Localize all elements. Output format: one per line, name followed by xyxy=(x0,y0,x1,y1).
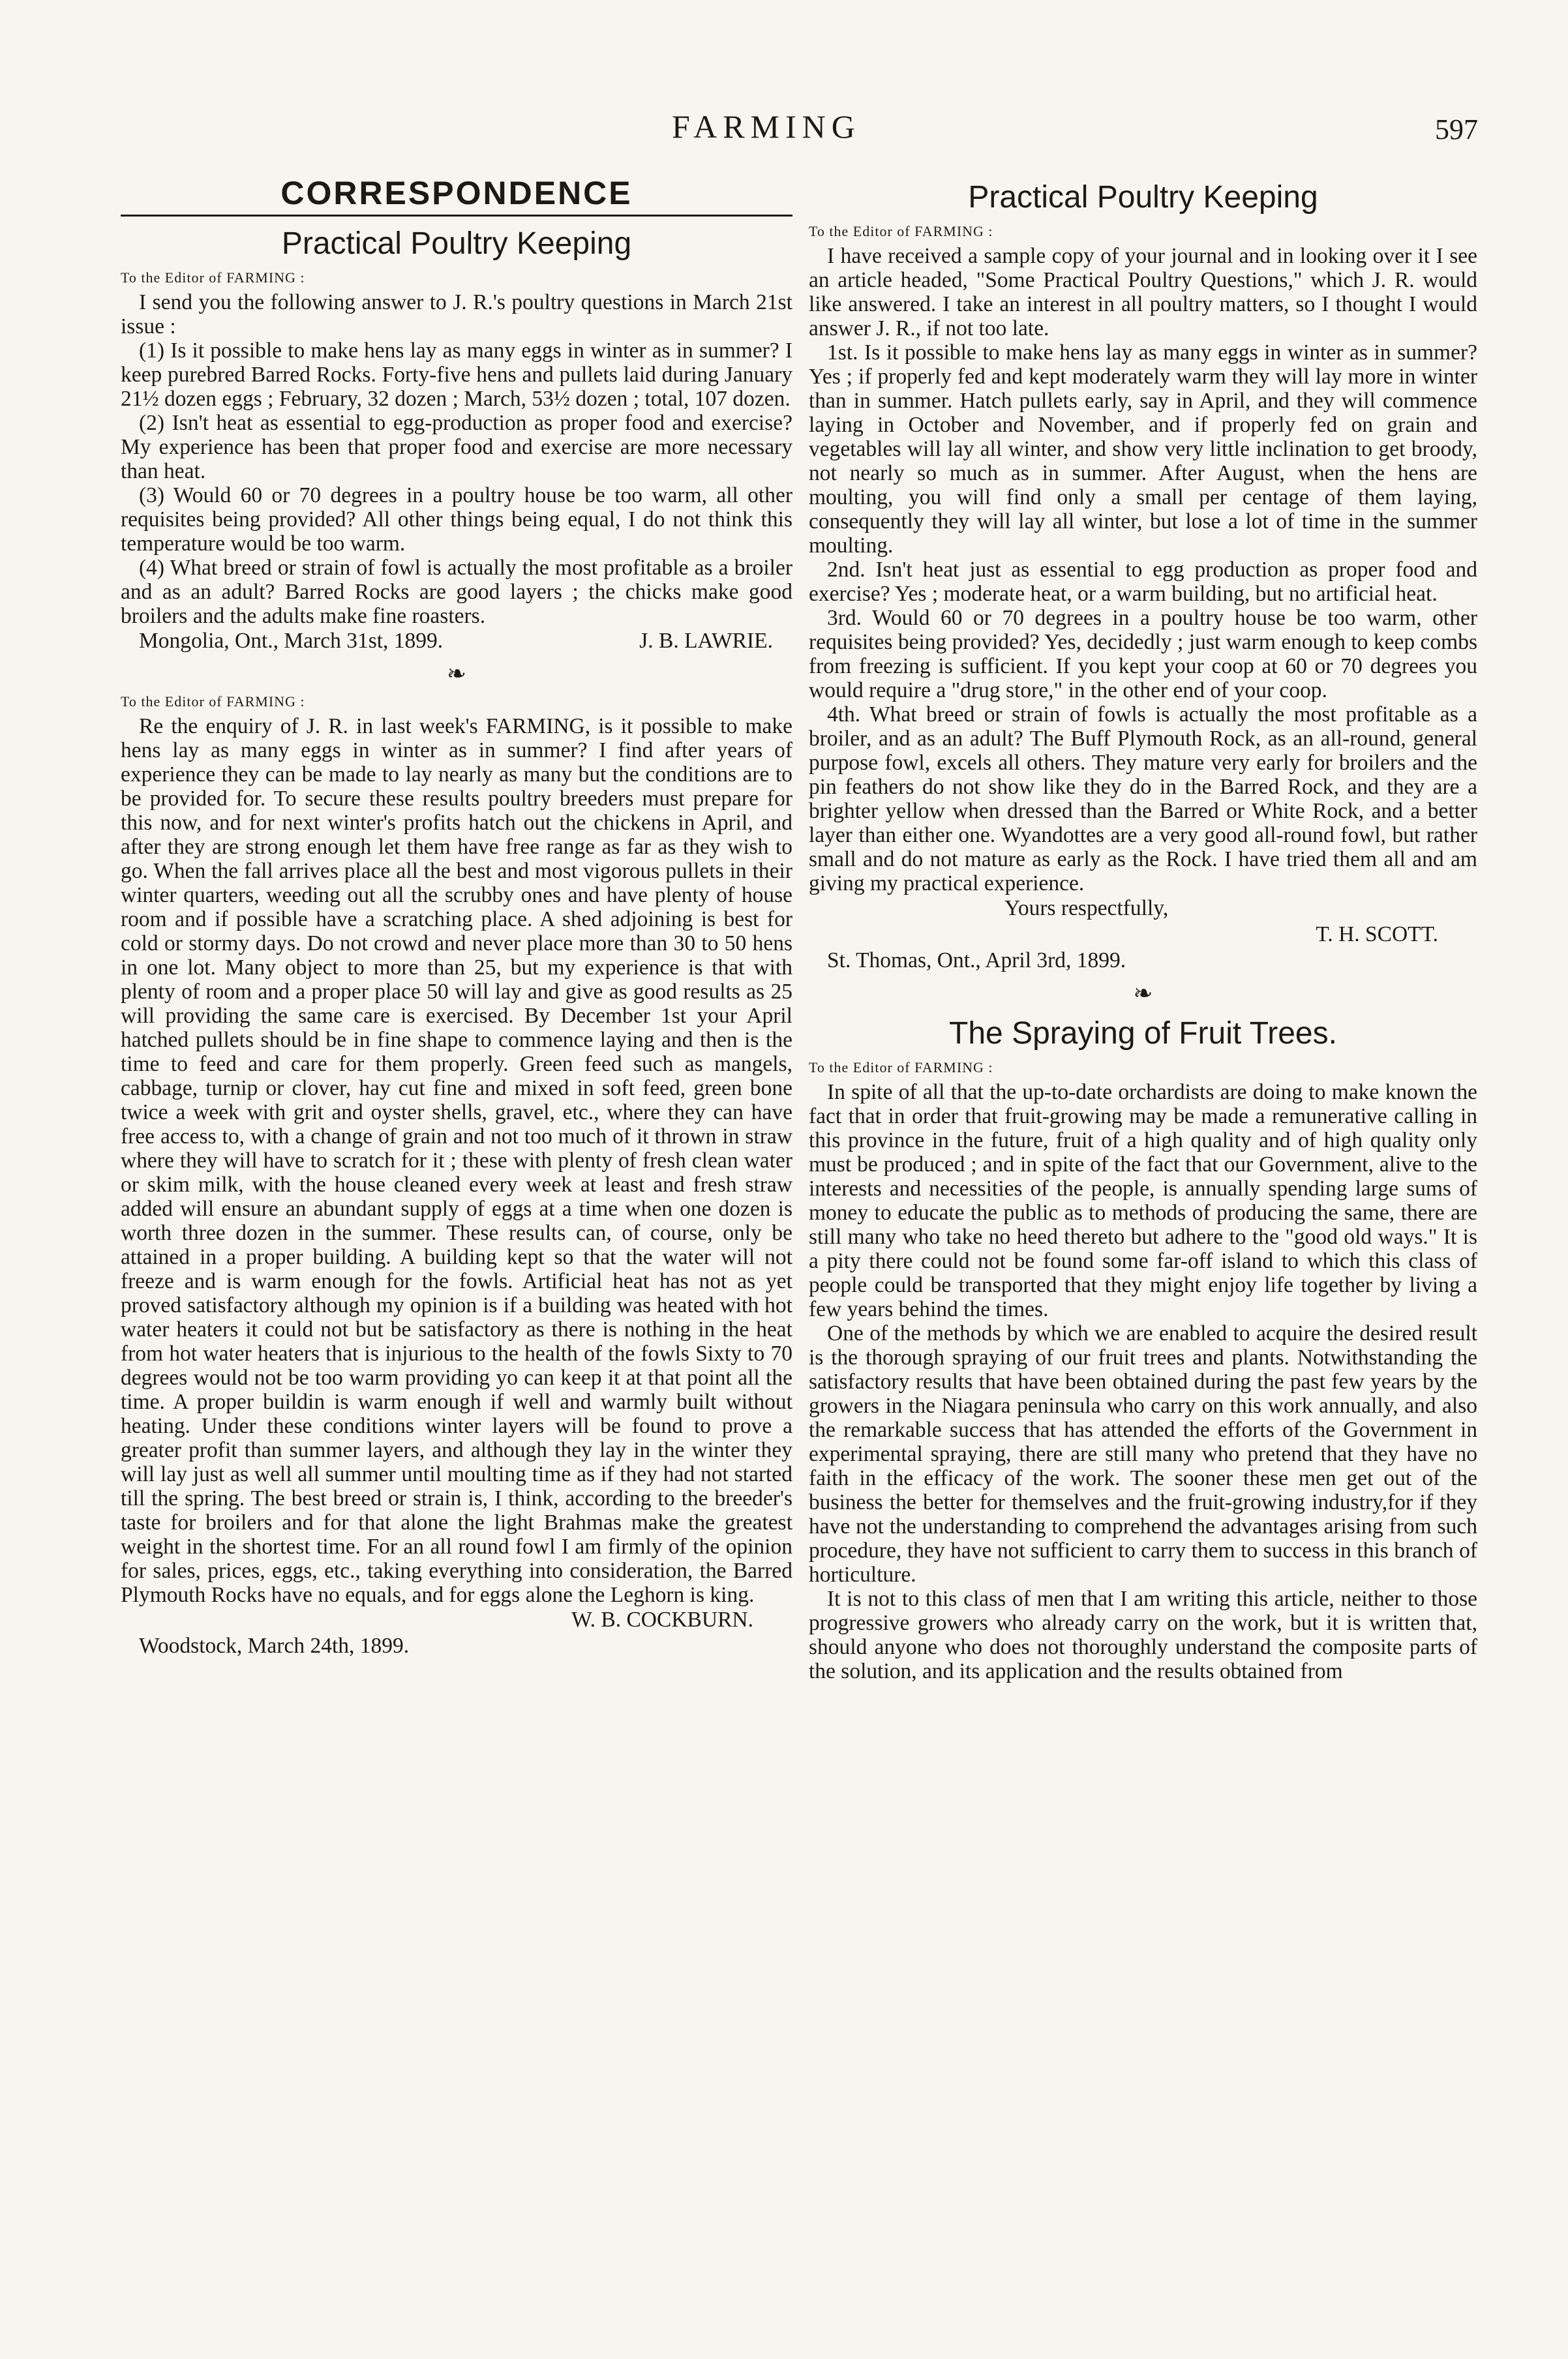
letter3-paragraph: 1st. Is it possible to make hens lay as many eggs in winter as in summer? Yes ; if properly fed and kept moderately warm they will lay more in winter than in summer. Hatch pullets early, say in April, and they will commence laying in October and November, and if properly fed on grain and vegetables will lay all winter, and show very little inclination to get broody, not nearly so much as in summer. After August, when the hens are moulting, you will find only a small per centage of them laying, consequently they will lay all winter, but lose a lot of time in the summer moulting. xyxy=(809,340,1477,558)
letter1-paragraph: (4) What breed or strain of fowl is actually the most profitable as a broiler and as an adult? Barred Rocks are good layers ; the chicks make good broilers and the adults make fine roasters. xyxy=(121,556,792,628)
letter3-place-date: St. Thomas, Ont., April 3rd, 1899. xyxy=(827,948,1126,972)
letter1-signoff xyxy=(121,628,792,654)
letter1-paragraph: (2) Isn't heat as essential to egg-production as proper food and exercise? My experience has been that proper food and exercise are more necessary than heat. xyxy=(121,411,792,483)
running-title: FARMING xyxy=(672,108,861,145)
section-heading: CORRESPONDENCE xyxy=(121,174,792,217)
left-column xyxy=(121,166,792,1659)
ornament-divider: ❧ xyxy=(1133,980,1153,1006)
article-salutation: To the Editor of FARMING : xyxy=(809,1059,993,1075)
letter3-paragraph: 2nd. Isn't heat just as essential to egg production as proper food and exercise? Yes ; moderate heat, or a warm building, but no artificial heat. xyxy=(809,558,1477,606)
ornament-divider: ❧ xyxy=(446,661,467,687)
letter2-salutation: To the Editor of FARMING : xyxy=(121,693,305,710)
page-header xyxy=(0,108,1568,153)
article-title: The Spraying of Fruit Trees. xyxy=(949,1016,1337,1051)
letter3-paragraph: I have received a sample copy of your journal and in looking over it I see an article headed, "Some Practical Poultry Questions," which J. R. would like answered. I take an interest in all poultry matters, so I thought I would answer J. R., if not too late. xyxy=(809,244,1477,340)
letter1-salutation: To the Editor of FARMING : xyxy=(121,269,305,286)
article-paragraph: One of the methods by which we are enabled to acquire the desired result is the thorough spraying of our fruit trees and plants. Notwithstanding the satisfactory results that have been obtained during the past few years by the growers in the Niagara peninsula who carry on this work annually, and also the remarkable success that has attended the efforts of the Government in experimental spraying, there are still many who pretend that they have no faith in the efficacy of the work. The sooner these men get out of the business the better for themselves and the fruit-growing industry,for if they have not the understanding to comprehend the advantages arising from such procedure, they have not sufficient to carry them to success in this branch of horticulture. xyxy=(809,1321,1477,1587)
letter1-paragraph: (3) Would 60 or 70 degrees in a poultry house be too warm, all other requisites being provided? All other things being equal, I do not think this temperature would be too warm. xyxy=(121,483,792,556)
letter3-title: Practical Poultry Keeping xyxy=(968,180,1318,215)
letter3-paragraph: 3rd. Would 60 or 70 degrees in a poultry house be too warm, other requisites being provided? Yes, decidedly ; just warm enough to keep combs from freezing is sufficient. If you kept your coop at 60 or 70 degrees you would require a "drug store," in the other end of your coop. xyxy=(809,606,1477,702)
letter2-signature: W. B. COCKBURN. xyxy=(571,1608,753,1632)
article-paragraph: It is not to this class of men that I am writing this article, neither to those progressive growers who already carry on the work, but it is written that, should anyone who does not thoroughly understand the composite parts of the solution, and its application and the results obtained from xyxy=(809,1587,1477,1683)
letter2-paragraph: Re the enquiry of J. R. in last week's FARMING, is it possible to make hens lay as many eggs in winter as in summer? I find after years of experience they can be made to lay nearly as many but the conditions are to be provided for. To secure these results poultry breeders must prepare for this now, and for next winter's profits hatch out the chickens in April, and after they are strong enough let them have free range as far as they wish to go. When the fall arrives place all the best and most vigorous pullets in their winter quarters, weeding out all the scrubby ones and have plenty of house room and if possible have a scratching place. A shed adjoining is best for cold or stormy days. Do not crowd and never place more than 30 to 50 hens in one lot. Many object to more than 25, but my experience is that with plenty of room and a proper place 50 will lay and give as good results as 25 will providing the same care is exercised. By December 1st your April hatched pullets should be in fine shape to commence laying and then is the time to feed and care for them properly. Green feed such as mangels, cabbage, turnip or clover, hay cut fine and mixed in soft feed, green bone twice a week with grit and oyster shells, gravel, etc., where they can have free access to, with a change of grain and not too much of it thrown in straw where they will have to scratch for it ; these with plenty of fresh clean water or skim milk, with the house cleaned every week at least and fresh straw added will ensure an abundant supply of eggs at a time when one dozen is worth three dozen in the summer. These results can, of course, only be attained in a proper building. A building kept so that the water will not freeze and is warm enough for the fowls. Artificial heat has not as yet proved satisfactory although my opinion is if a building was heated with hot water heaters it could not but be satisfactory as there is nothing in the heat from hot water heaters that is injurious to the health of the fowls Sixty to 70 degrees would not be too warm providing yo can keep it at that point all the time. A proper buildin is warm enough if well and warmly built without heating. Under these conditions winter layers will be found to prove a greater profit than summer layers, and although they lay in the winter they will lay just as well all summer until moulting time as if they had not started till the spring. The best breed or strain is, I think, according to the breeder's taste for broilers and for that alone the light Brahmas make the greatest weight in the shortest time. For an all round fowl I am firmly of the opinion for sales, prices, eggs, etc., taking everything into consideration, the Barred Plymouth Rocks have no equals, and for eggs alone the Leghorn is king. xyxy=(121,714,792,1607)
letter1-signature: J. B. LAWRIE. xyxy=(639,629,773,653)
letter2-place-date: Woodstock, March 24th, 1899. xyxy=(139,1634,410,1658)
letter1-paragraph: (1) Is it possible to make hens lay as many eggs in winter as in summer? I keep purebred Barred Rocks. Forty-five hens and pullets laid during January 21½ dozen eggs ; February, 32 dozen ; March, 53½ dozen ; total, 107 dozen. xyxy=(121,338,792,411)
right-column xyxy=(809,166,1477,1683)
letter1-title: Practical Poultry Keeping xyxy=(281,226,632,261)
letter3-salutation: To the Editor of FARMING : xyxy=(809,223,993,239)
letter3-signature: T. H. SCOTT. xyxy=(1316,922,1438,946)
letter1-place-date: Mongolia, Ont., March 31st, 1899. xyxy=(139,629,444,653)
article-paragraph: In spite of all that the up-to-date orchardists are doing to make known the fact that in order that fruit-growing may be made a remunerative calling in this province in the future, fruit of a high quality and of high quality only must be produced ; and in spite of the fact that our Government, alive to the interests and necessities of the people, is annually spending large sums of money to educate the public as to methods of producing the same, there are still many who take no heed thereto but adhere to the "good old ways." It is a pity there could not be found some far-off island to which this class of people could be transported that they might enjoy life together by living a few years behind the times. xyxy=(809,1080,1477,1321)
letter3-paragraph: 4th. What breed or strain of fowls is actually the most profitable as a broiler, and as an adult? The Buff Plymouth Rock, as an all-round, general purpose fowl, excels all others. They mature very early for broilers and the pin feathers do not show like they do in the Barred Rock, and they are a brighter yellow when dressed than the Barred or White Rock, and a better layer than either one. Wyandottes are a very good all-round fowl, but rather small and do not mature as early as the Rock. I have tried them all and am giving my practical experience. xyxy=(809,702,1477,895)
page-number: 597 xyxy=(1435,113,1478,145)
letter3-closing: Yours respectfully, xyxy=(1004,896,1169,920)
letter1-paragraph: I send you the following answer to J. R.'s poultry questions in March 21st issue : xyxy=(121,290,792,338)
